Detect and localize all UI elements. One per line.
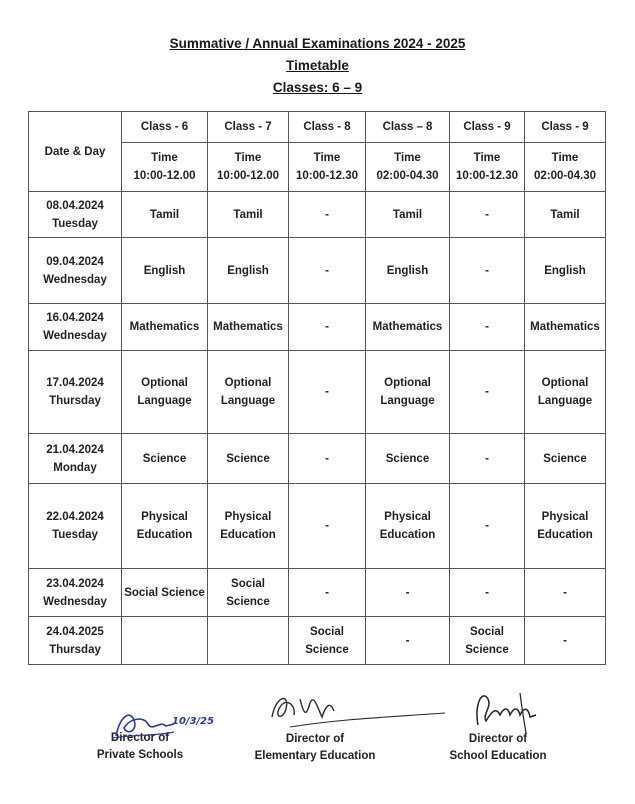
date-cell bbox=[29, 484, 122, 569]
document-title: Summative / Annual Examinations 2024 - 2025 bbox=[169, 36, 466, 51]
subject-name: Tamil bbox=[392, 208, 423, 221]
dash-mark: - bbox=[563, 634, 567, 647]
exam-day: Wednesday bbox=[43, 273, 107, 286]
date-cell bbox=[29, 434, 122, 484]
subject-name: Physical bbox=[384, 511, 431, 523]
subject-cell bbox=[208, 434, 289, 484]
empty-slot-cell bbox=[366, 569, 450, 617]
subject-name: Mathematics bbox=[530, 321, 600, 333]
subject-cell bbox=[450, 617, 525, 665]
empty-slot-cell bbox=[450, 351, 525, 434]
svg-text:10/3/25: 10/3/25 bbox=[172, 716, 215, 727]
time-header bbox=[208, 143, 289, 192]
dash-mark: - bbox=[325, 208, 329, 221]
subject-name: Tamil bbox=[233, 208, 263, 221]
subject-name: English bbox=[227, 264, 269, 277]
time-label: Time bbox=[151, 152, 178, 164]
time-header bbox=[450, 143, 525, 192]
class-header bbox=[208, 112, 289, 143]
time-header bbox=[122, 143, 208, 192]
subject-cell bbox=[122, 304, 208, 351]
table-row bbox=[29, 434, 606, 484]
exam-day: Tuesday bbox=[52, 529, 98, 541]
exam-date: 23.04.2024 bbox=[46, 577, 104, 590]
header-class-row bbox=[29, 112, 606, 143]
exam-date: 08.04.2024 bbox=[46, 199, 104, 212]
signatory-private-schools bbox=[80, 716, 215, 764]
subject-name: Science bbox=[305, 643, 349, 656]
time-range: 10:00-12.00 bbox=[216, 170, 280, 182]
subject-cell bbox=[122, 484, 208, 569]
subject-cell bbox=[208, 238, 289, 304]
class-header bbox=[366, 112, 450, 143]
subject-name: Science bbox=[226, 595, 270, 608]
time-header bbox=[289, 143, 366, 192]
subject-name: Optional bbox=[141, 377, 188, 389]
date-cell bbox=[29, 351, 122, 434]
empty-slot-cell bbox=[289, 351, 366, 434]
empty-slot-cell bbox=[525, 617, 606, 665]
subject-cell bbox=[122, 617, 208, 665]
class-label: Class - 7 bbox=[224, 121, 272, 133]
dash-mark: - bbox=[485, 520, 489, 532]
subject-cell bbox=[366, 304, 450, 351]
time-label: Time bbox=[234, 152, 262, 164]
time-range: 10:00-12.30 bbox=[455, 170, 519, 182]
empty-slot-cell bbox=[366, 617, 450, 665]
subject-name: Optional bbox=[541, 377, 589, 389]
date-cell bbox=[29, 569, 122, 617]
dash-mark: - bbox=[325, 264, 329, 277]
subject-cell bbox=[525, 434, 606, 484]
date-cell bbox=[29, 192, 122, 238]
subject-name: English bbox=[143, 264, 186, 277]
empty-slot-cell bbox=[289, 192, 366, 238]
dash-mark: - bbox=[405, 586, 410, 599]
subject-name: Physical bbox=[141, 511, 188, 523]
time-label: Time bbox=[551, 152, 579, 164]
subject-cell bbox=[208, 192, 289, 238]
class-header bbox=[289, 112, 366, 143]
subject-name: Science bbox=[543, 452, 587, 465]
empty-slot-cell bbox=[525, 569, 606, 617]
subject-cell bbox=[208, 351, 289, 434]
date-cell bbox=[29, 238, 122, 304]
dash-mark: - bbox=[325, 520, 329, 532]
date-cell bbox=[29, 304, 122, 351]
empty-slot-cell bbox=[450, 192, 525, 238]
class-header bbox=[122, 112, 208, 143]
subject-cell bbox=[122, 351, 208, 434]
dash-mark: - bbox=[325, 386, 329, 398]
date-cell bbox=[29, 617, 122, 665]
exam-date: 09.04.2024 bbox=[46, 255, 104, 268]
signatory-elementary-education bbox=[245, 731, 385, 765]
exam-day: Thursday bbox=[49, 643, 101, 656]
subject-cell bbox=[525, 192, 606, 238]
subject-cell bbox=[122, 192, 208, 238]
empty-slot-cell bbox=[450, 304, 525, 351]
exam-day: Thursday bbox=[49, 395, 101, 407]
subject-cell bbox=[122, 569, 208, 617]
time-label: Time bbox=[394, 152, 421, 164]
subject-cell bbox=[122, 434, 208, 484]
class-label: Class - 8 bbox=[303, 121, 351, 133]
subject-name: Science bbox=[226, 452, 270, 465]
subject-name: Physical bbox=[224, 511, 272, 523]
date-day-label: Date & Day bbox=[44, 145, 106, 158]
subject-name: Science bbox=[142, 452, 187, 465]
time-range: 10:00-12.30 bbox=[295, 170, 359, 182]
exam-day: Wednesday bbox=[43, 595, 107, 608]
signatory-office: School Education bbox=[449, 750, 547, 762]
class-label: Class – 8 bbox=[382, 121, 433, 133]
exam-date: 21.04.2024 bbox=[46, 443, 104, 456]
subject-name: Optional bbox=[224, 377, 272, 389]
dash-mark: - bbox=[405, 634, 410, 647]
exam-day: Wednesday bbox=[43, 330, 107, 342]
empty-slot-cell bbox=[450, 484, 525, 569]
subject-name: Tamil bbox=[550, 208, 580, 221]
dash-mark: - bbox=[325, 452, 329, 465]
subject-name: Education bbox=[537, 529, 593, 541]
empty-slot-cell bbox=[289, 484, 366, 569]
time-label: Time bbox=[473, 152, 501, 164]
subject-cell bbox=[208, 484, 289, 569]
subject-name: Science bbox=[465, 643, 509, 656]
subject-name: Social bbox=[310, 625, 344, 638]
time-label: Time bbox=[313, 152, 341, 164]
class-header bbox=[525, 112, 606, 143]
dash-mark: - bbox=[485, 264, 489, 277]
table-row bbox=[29, 569, 606, 617]
signatory-title: Director of bbox=[285, 733, 345, 745]
subject-cell bbox=[366, 484, 450, 569]
subject-name: Social bbox=[231, 577, 265, 590]
subject-cell bbox=[366, 192, 450, 238]
classes-heading: Classes: 6 – 9 bbox=[272, 80, 363, 95]
subject-cell bbox=[525, 351, 606, 434]
class-label: Class - 6 bbox=[140, 121, 189, 133]
subject-cell bbox=[366, 351, 450, 434]
table-row bbox=[29, 617, 606, 665]
exam-day: Monday bbox=[53, 461, 97, 474]
signatory-title: Director of bbox=[468, 733, 528, 745]
dash-mark: - bbox=[485, 386, 489, 398]
subject-name: Education bbox=[379, 529, 436, 541]
signatory-office: Private Schools bbox=[96, 749, 184, 761]
signature-elementary-education bbox=[260, 687, 450, 735]
subject-name: Science bbox=[385, 452, 430, 465]
subject-name: English bbox=[386, 264, 429, 277]
subject-name: Language bbox=[220, 395, 276, 407]
class-label: Class - 9 bbox=[541, 121, 589, 133]
subject-name: Optional bbox=[384, 377, 431, 389]
time-header bbox=[366, 143, 450, 192]
exam-date: 24.04.2025 bbox=[46, 625, 104, 638]
subject-cell bbox=[366, 434, 450, 484]
class-label: Class - 9 bbox=[463, 121, 511, 133]
subject-cell bbox=[208, 304, 289, 351]
signature-private-schools bbox=[108, 706, 215, 744]
exam-date: 17.04.2024 bbox=[46, 377, 104, 389]
empty-slot-cell bbox=[289, 304, 366, 351]
exam-date: 22.04.2024 bbox=[46, 511, 104, 523]
subject-name: Mathematics bbox=[213, 321, 283, 333]
subject-name: Education bbox=[220, 529, 276, 541]
subject-cell bbox=[289, 617, 366, 665]
subject-cell bbox=[525, 238, 606, 304]
document-subtitle: Timetable bbox=[286, 58, 349, 73]
subject-cell bbox=[525, 484, 606, 569]
table-row bbox=[29, 192, 606, 238]
time-range: 02:00-04.30 bbox=[533, 170, 597, 182]
exam-day: Tuesday bbox=[52, 217, 98, 230]
subject-name: Language bbox=[537, 395, 593, 407]
class-header bbox=[450, 112, 525, 143]
subject-cell bbox=[122, 238, 208, 304]
subject-name: Social bbox=[470, 625, 504, 638]
subject-name: Education bbox=[136, 529, 193, 541]
empty-slot-cell bbox=[289, 569, 366, 617]
subject-name: Physical bbox=[541, 511, 589, 523]
dash-mark: - bbox=[485, 586, 489, 599]
time-range: 02:00-04.30 bbox=[376, 170, 439, 182]
exam-date: 16.04.2024 bbox=[46, 312, 104, 324]
subject-name: Mathematics bbox=[372, 321, 443, 333]
subject-name: Tamil bbox=[149, 208, 180, 221]
table-row bbox=[29, 351, 606, 434]
signatory-school-education bbox=[438, 731, 558, 765]
subject-cell bbox=[208, 569, 289, 617]
subject-cell bbox=[366, 238, 450, 304]
subject-cell bbox=[525, 304, 606, 351]
empty-slot-cell bbox=[289, 434, 366, 484]
signatory-office: Elementary Education bbox=[254, 750, 376, 762]
dash-mark: - bbox=[485, 452, 489, 465]
time-range: 10:00-12.00 bbox=[133, 170, 196, 182]
dash-mark: - bbox=[325, 586, 329, 599]
subject-name: Language bbox=[380, 395, 435, 407]
subject-name: Language bbox=[137, 395, 192, 407]
subject-name: English bbox=[544, 264, 586, 277]
signature-school-education bbox=[448, 685, 558, 737]
empty-slot-cell bbox=[289, 238, 366, 304]
empty-slot-cell bbox=[450, 238, 525, 304]
table-row bbox=[29, 484, 606, 569]
timetable bbox=[28, 111, 606, 665]
signatory-title: Director of bbox=[110, 732, 170, 744]
time-header bbox=[525, 143, 606, 192]
dash-mark: - bbox=[325, 321, 329, 333]
empty-slot-cell bbox=[450, 569, 525, 617]
table-row bbox=[29, 238, 606, 304]
subject-cell bbox=[208, 617, 289, 665]
subject-name: Mathematics bbox=[129, 321, 200, 333]
table-row bbox=[29, 304, 606, 351]
dash-mark: - bbox=[563, 586, 567, 599]
empty-slot-cell bbox=[450, 434, 525, 484]
subject-name: Social Science bbox=[124, 586, 205, 599]
dash-mark: - bbox=[485, 208, 489, 221]
date-day-header bbox=[29, 112, 122, 192]
dash-mark: - bbox=[485, 321, 489, 333]
